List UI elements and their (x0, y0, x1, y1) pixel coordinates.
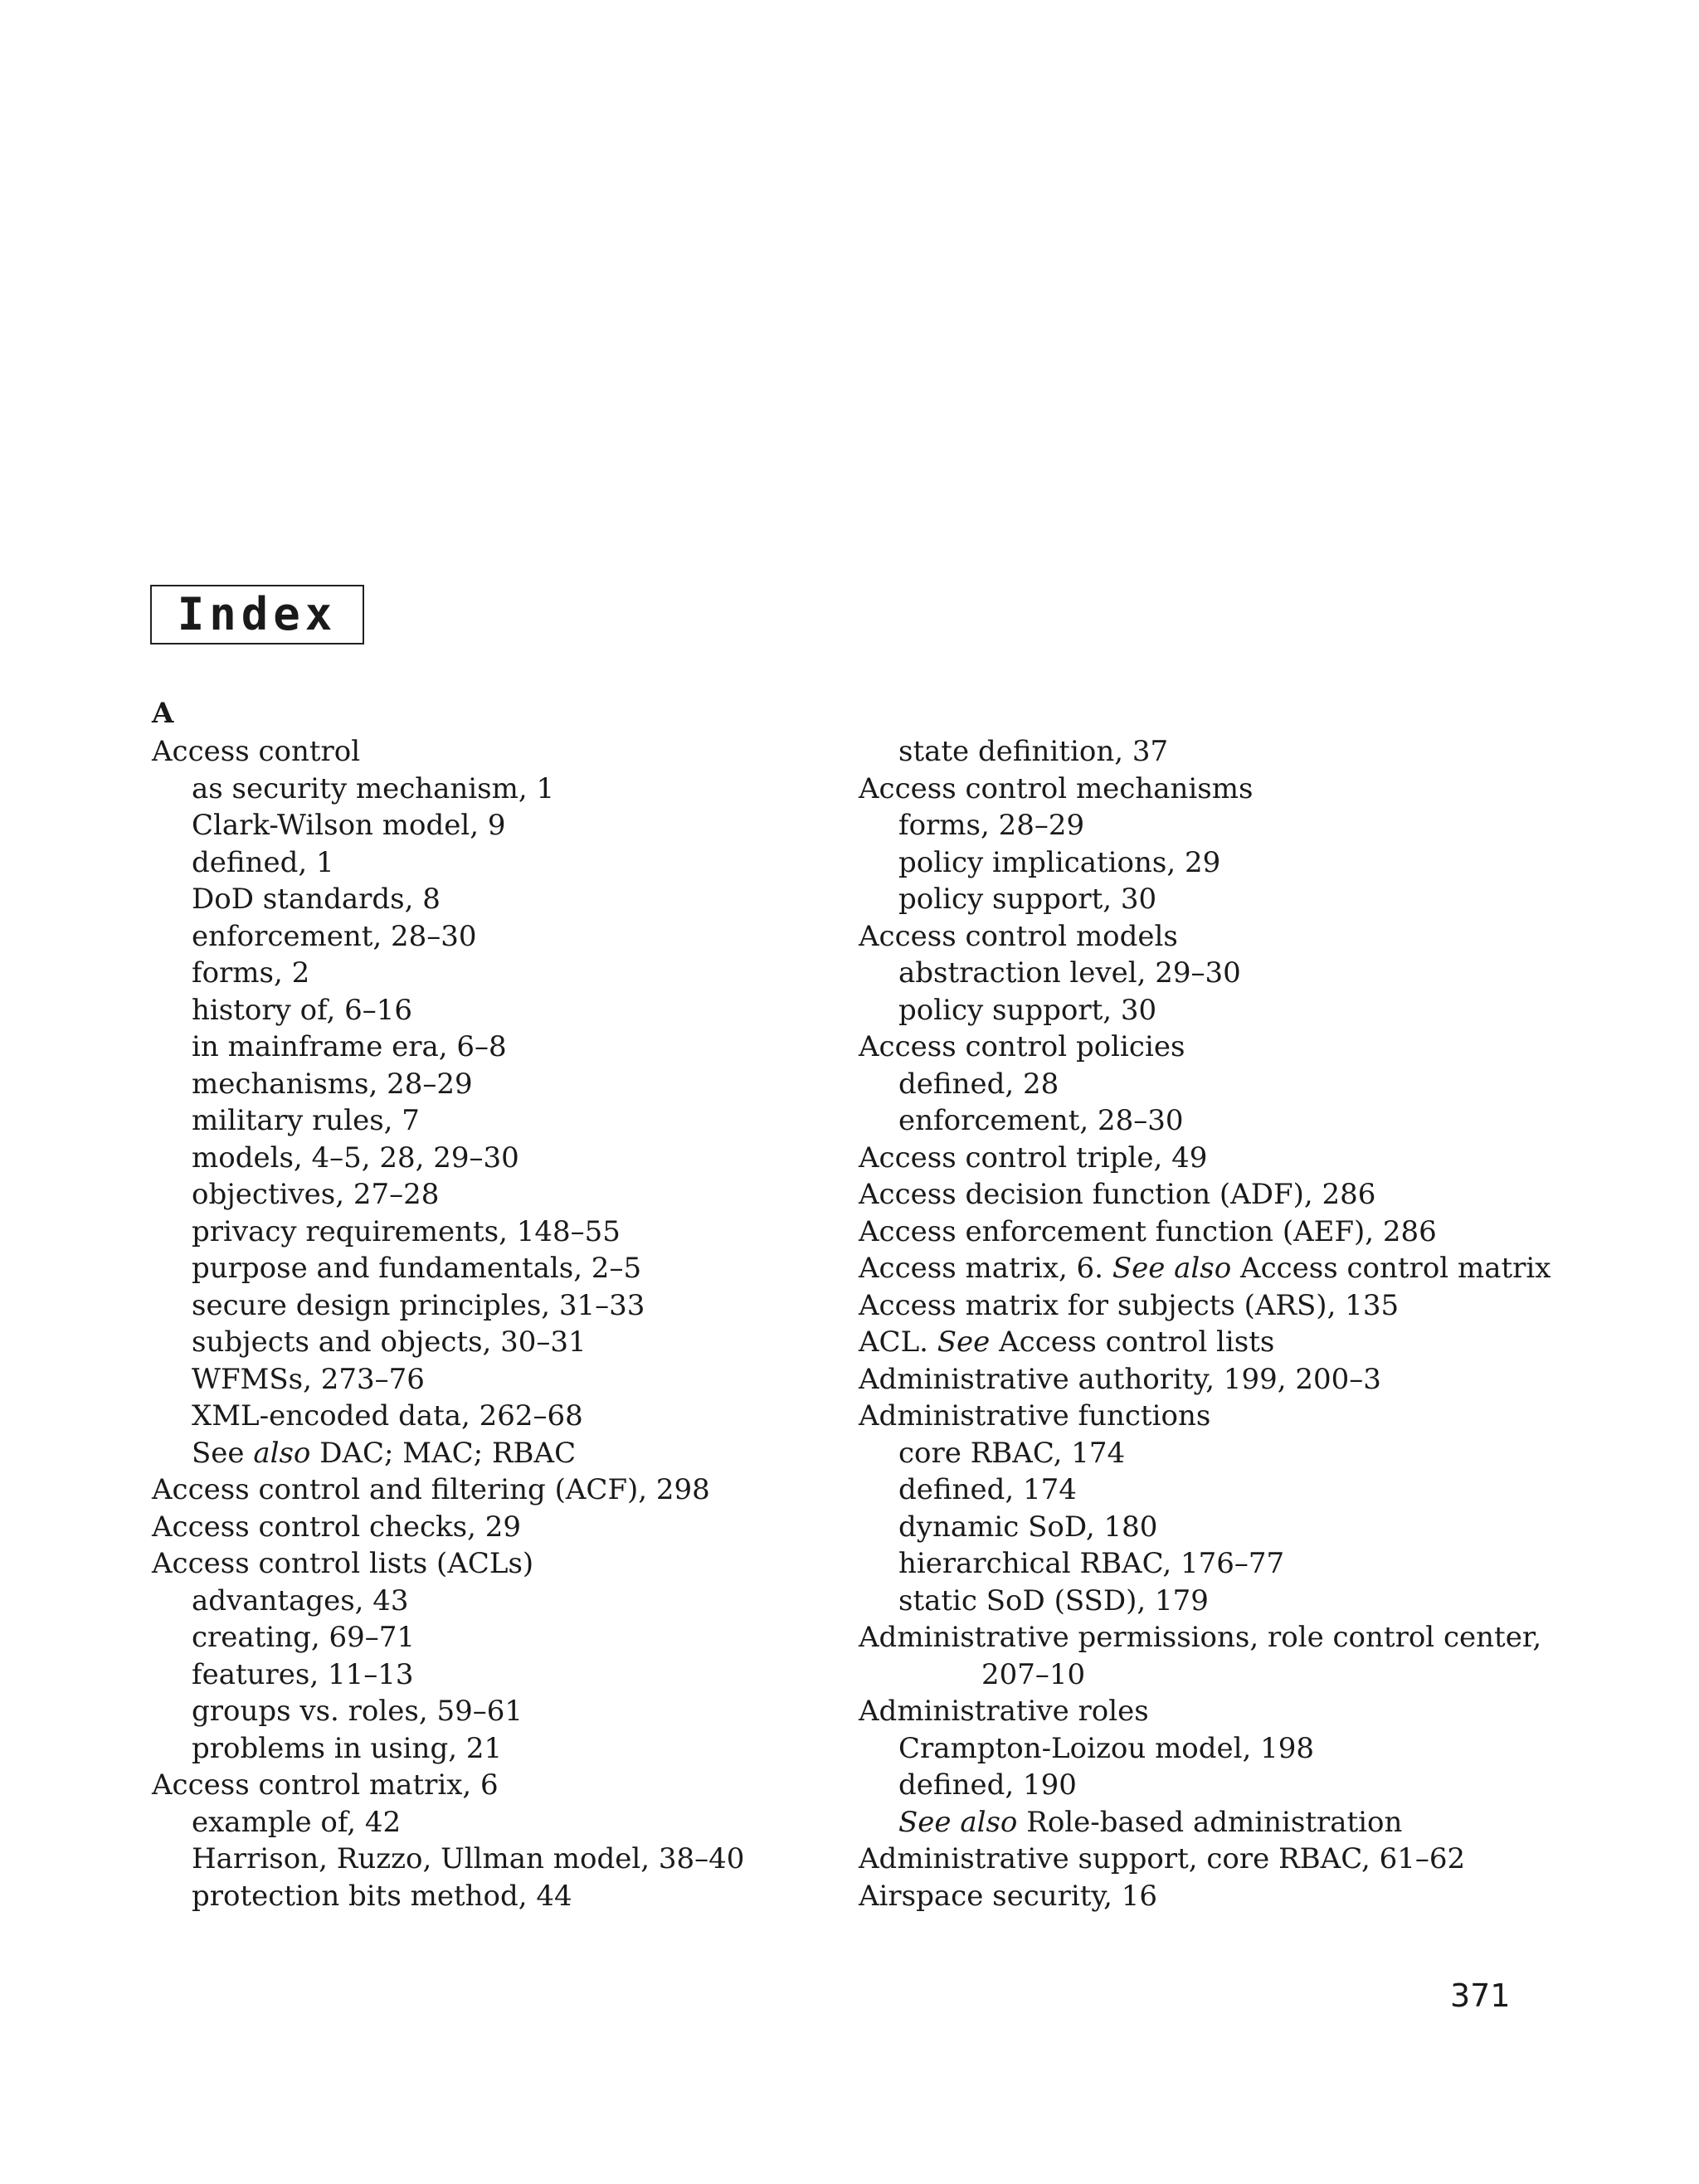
entry-text: 207–10 (981, 1657, 1086, 1691)
index-subentry (859, 844, 1539, 882)
index-subentry (152, 1878, 832, 1915)
index-subentry (152, 1583, 832, 1620)
entry-text: defined, 1 (192, 845, 334, 879)
index-entry (859, 1324, 1539, 1361)
index-entry (152, 733, 832, 771)
index-subentry (859, 1583, 1539, 1620)
index-entry (859, 1878, 1539, 1915)
index-entry (859, 1287, 1539, 1325)
index-entry (859, 1214, 1539, 1251)
index-entry (859, 1029, 1539, 1066)
index-subentry (152, 992, 832, 1029)
entry-text: Harrison, Ruzzo, Ullman model, 38–40 (192, 1842, 745, 1875)
section-letter: A (152, 697, 174, 730)
entry-text: Access control lists (ACLs) (152, 1547, 534, 1580)
page-number: 371 (1450, 1977, 1511, 2014)
index-column-right (859, 733, 1551, 1914)
index-entry (152, 1471, 832, 1509)
index-entry (859, 1619, 1542, 1656)
entry-text: forms, 2 (192, 956, 310, 990)
index-subentry (152, 1656, 832, 1694)
index-column-left (152, 733, 832, 1914)
entry-text: XML-encoded data, 262–68 (192, 1399, 583, 1432)
entry-text: dynamic SoD, 180 (898, 1510, 1158, 1544)
entry-text: military rules, 7 (192, 1104, 420, 1137)
entry-text: core RBAC, 174 (898, 1436, 1126, 1470)
entry-text: forms, 28–29 (898, 809, 1085, 842)
entry-text: defined, 190 (898, 1768, 1077, 1802)
entry-text: Access control mechanisms (859, 771, 1254, 805)
index-subentry (859, 881, 1539, 918)
entry-text: state definition, 37 (898, 735, 1169, 768)
entry-text: Administrative support, core RBAC, 61–62 (859, 1842, 1466, 1875)
entry-text: Access control and filtering (ACF), 298 (152, 1473, 710, 1506)
index-entry (859, 918, 1539, 956)
index-subentry (152, 1214, 832, 1251)
entry-text: abstraction level, 29–30 (898, 956, 1241, 990)
index-subentry (152, 1324, 832, 1361)
index-title-box (150, 585, 364, 644)
index-subentry (152, 1361, 832, 1398)
index-subentry (152, 1029, 832, 1066)
entry-text: groups vs. roles, 59–61 (192, 1695, 523, 1728)
entry-text: enforcement, 28–30 (898, 1104, 1184, 1137)
entry-text: WFMSs, 273–76 (192, 1362, 425, 1396)
index-subentry (152, 1287, 832, 1325)
entry-text: Clark-Wilson model, 9 (192, 809, 506, 842)
index-subentry (152, 1102, 832, 1140)
index-subentry (859, 1435, 1539, 1472)
entry-text: defined, 28 (898, 1067, 1059, 1101)
index-subentry (859, 1471, 1539, 1509)
index-subentry (152, 1176, 832, 1214)
index-subentry (859, 1545, 1539, 1583)
entry-text: advantages, 43 (192, 1583, 409, 1617)
index-subentry (859, 955, 1539, 992)
entry-text: Access enforcement function (AEF), 286 (859, 1214, 1437, 1248)
entry-text: privacy requirements, 148–55 (192, 1214, 621, 1248)
index-entry (152, 1509, 832, 1546)
index-subentry (859, 1767, 1539, 1804)
entry-text: Administrative permissions, role control center, (859, 1621, 1542, 1654)
entry-text: Administrative functions (859, 1399, 1211, 1432)
index-entry (859, 1140, 1539, 1177)
entry-text: as security mechanism, 1 (192, 771, 555, 805)
index-entry (152, 1545, 832, 1583)
entry-text: creating, 69–71 (192, 1621, 416, 1654)
index-subentry (859, 1730, 1539, 1768)
entry-text: Access matrix, 6. (859, 1252, 1112, 1285)
entry-text: purpose and fundamentals, 2–5 (192, 1252, 642, 1285)
entry-text: Crampton-Loizou model, 198 (898, 1731, 1315, 1765)
index-subentry (152, 1435, 832, 1472)
entry-text: See (937, 1325, 991, 1359)
index-entry (152, 1767, 832, 1804)
entry-text: Access control checks, 29 (152, 1510, 521, 1544)
entry-text: policy support, 30 (898, 993, 1157, 1027)
index-subentry (152, 1804, 832, 1841)
entry-text: subjects and objects, 30–31 (192, 1325, 587, 1359)
index-entry (859, 1361, 1539, 1398)
entry-text: features, 11–13 (192, 1657, 414, 1691)
index-subentry (859, 1102, 1539, 1140)
index-subentry (152, 1250, 832, 1287)
entry-text: Access control (152, 735, 361, 768)
index-subentry (152, 1693, 832, 1730)
entry-text: DoD standards, 8 (192, 883, 441, 916)
entry-text: enforcement, 28–30 (192, 919, 477, 953)
entry-text: See (192, 1436, 254, 1470)
entry-text: ACL. (859, 1325, 937, 1359)
entry-text: also (253, 1436, 311, 1470)
entry-text: Access decision function (ADF), 286 (859, 1178, 1376, 1211)
entry-text: policy implications, 29 (898, 845, 1221, 879)
index-subentry (152, 1841, 832, 1878)
index-subentry (152, 1398, 832, 1435)
entry-text: mechanisms, 28–29 (192, 1067, 473, 1101)
index-entry (859, 1250, 1551, 1287)
index-subentry (859, 1804, 1539, 1841)
index-entry (859, 1398, 1539, 1435)
entry-text: Airspace security, 16 (859, 1879, 1158, 1913)
entry-text: Role-based administration (1017, 1805, 1403, 1839)
entry-text: Access control matrix (1231, 1252, 1551, 1285)
index-subentry (859, 1509, 1539, 1546)
index-subentry (859, 1066, 1539, 1103)
entry-text: example of, 42 (192, 1805, 402, 1839)
index-subentry (152, 955, 832, 992)
index-subentry (859, 1656, 1539, 1694)
index-subentry (152, 1730, 832, 1768)
entry-text: Access control models (859, 919, 1178, 953)
entry-text: in mainframe era, 6–8 (192, 1030, 507, 1063)
entry-text: Administrative roles (859, 1695, 1149, 1728)
page-title: Index (177, 588, 338, 640)
entry-text: Access control triple, 49 (859, 1141, 1208, 1175)
index-subentry (859, 733, 1539, 771)
index-subentry (152, 918, 832, 956)
entry-text: Access control policies (859, 1030, 1185, 1063)
index-entry (859, 1841, 1539, 1878)
entry-text: problems in using, 21 (192, 1731, 503, 1765)
index-subentry (152, 1619, 832, 1656)
entry-text: DAC; MAC; RBAC (310, 1436, 577, 1470)
entry-text: objectives, 27–28 (192, 1178, 440, 1211)
entry-text: Administrative authority, 199, 200–3 (859, 1362, 1381, 1396)
index-subentry (152, 844, 832, 882)
index-subentry (859, 807, 1539, 844)
entry-text: static SoD (SSD), 179 (898, 1583, 1209, 1617)
entry-text: Access control lists (990, 1325, 1275, 1359)
entry-text: protection bits method, 44 (192, 1879, 572, 1913)
entry-text: Access matrix for subjects (ARS), 135 (859, 1288, 1400, 1322)
index-subentry (152, 1066, 832, 1103)
index-subentry (859, 992, 1539, 1029)
entry-text: See also (1112, 1252, 1232, 1285)
entry-text: defined, 174 (898, 1473, 1077, 1506)
entry-text: models, 4–5, 28, 29–30 (192, 1141, 519, 1175)
index-subentry (152, 881, 832, 918)
index-entry (859, 1693, 1539, 1730)
index-subentry (152, 1140, 832, 1177)
entry-text: Access control matrix, 6 (152, 1768, 499, 1802)
entry-text: policy support, 30 (898, 883, 1157, 916)
index-subentry (152, 807, 832, 844)
index-subentry (152, 771, 832, 808)
entry-text: hierarchical RBAC, 176–77 (898, 1547, 1285, 1580)
index-entry (859, 1176, 1539, 1214)
entry-text: secure design principles, 31–33 (192, 1288, 645, 1322)
index-entry (859, 771, 1539, 808)
entry-text: See also (898, 1805, 1018, 1839)
entry-text: history of, 6–16 (192, 993, 412, 1027)
